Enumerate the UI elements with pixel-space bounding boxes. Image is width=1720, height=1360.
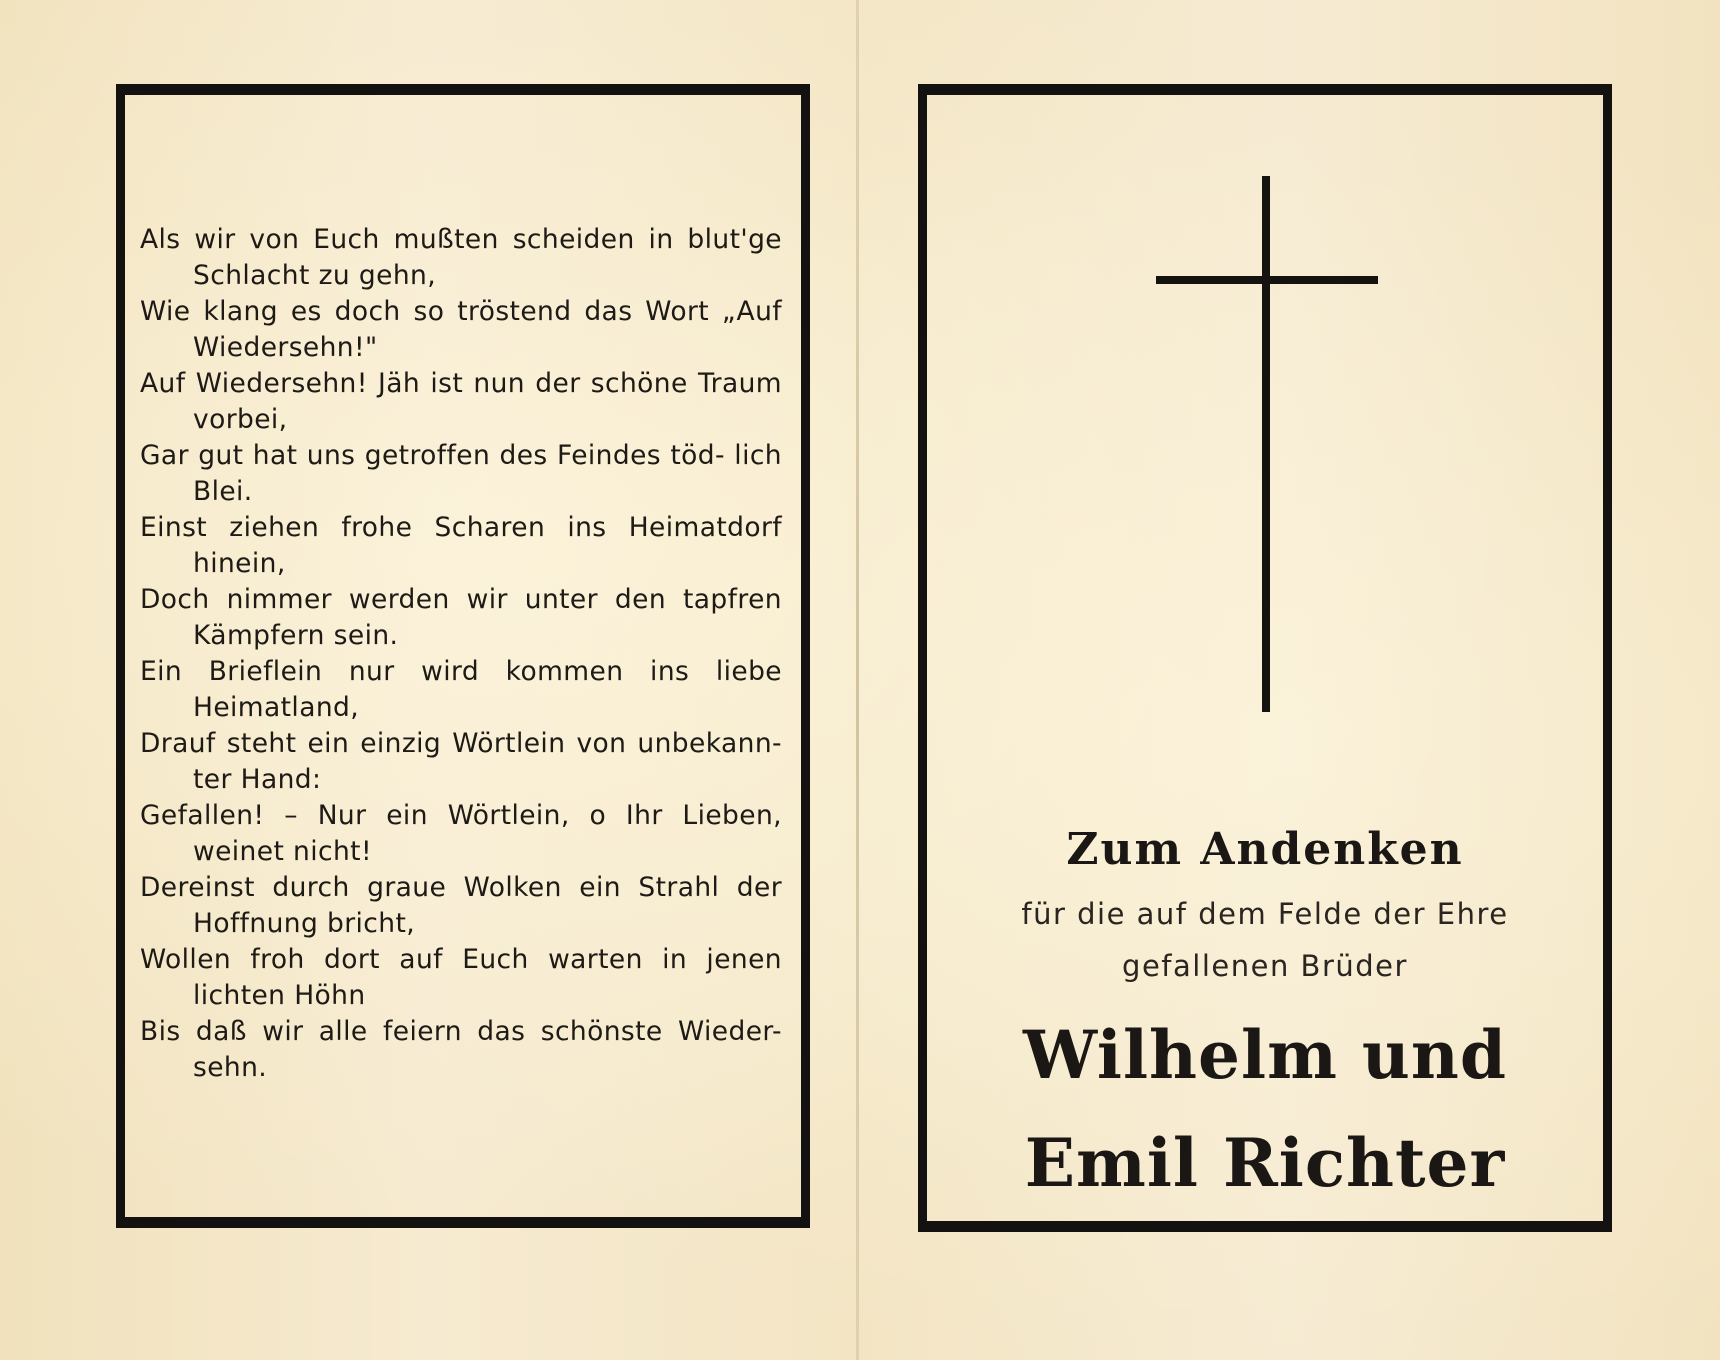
fold-crease xyxy=(856,0,859,1360)
cross-horizontal-bar xyxy=(1156,276,1378,284)
memorial-text xyxy=(930,822,1600,1208)
poem-line-12: Bis daß wir alle feiern das schönste Wieder- sehn. xyxy=(140,1016,782,1083)
poem-line-3: Auf Wiedersehn! Jäh ist nun der schöne Traum vorbei, xyxy=(140,368,782,435)
cross-vertical-bar xyxy=(1262,176,1270,712)
poem-line-10: Dereinst durch graue Wolken ein Strahl der Hoffnung bricht, xyxy=(140,872,782,939)
cross-icon xyxy=(1156,176,1378,712)
poem-line-4: Gar gut hat uns getroffen des Feindes töd- lich Blei. xyxy=(140,440,782,507)
poem-line-11: Wollen froh dort auf Euch warten in jenen lichten Höhn xyxy=(140,944,782,1011)
names-line-2: Emil Richter xyxy=(1024,1124,1506,1202)
poem-line-7: Ein Brieflein nur wird kommen ins liebe Heimatland, xyxy=(140,656,782,723)
memorial-subline-2: gefallenen Brüder xyxy=(1122,949,1408,983)
poem-line-2: Wie klang es doch so tröstend das Wort „Auf Wiedersehn!" xyxy=(140,296,782,363)
poem-line-5: Einst ziehen frohe Scharen ins Heimatdorf hinein, xyxy=(140,512,782,579)
memorial-subline-1: für die auf dem Felde der Ehre xyxy=(1021,897,1509,931)
poem xyxy=(140,222,782,1086)
names-line-1: Wilhelm und xyxy=(1022,1016,1508,1094)
poem-line-9: Gefallen! – Nur ein Wörtlein, o Ihr Lieben, weinet nicht! xyxy=(140,800,782,867)
poem-line-1: Als wir von Euch mußten scheiden in blut'ge Schlacht zu gehn, xyxy=(140,224,782,291)
poem-line-8: Drauf steht ein einzig Wörtlein von unbekann- ter Hand: xyxy=(140,728,782,795)
memorial-heading: Zum Andenken xyxy=(1066,824,1464,875)
poem-line-6: Doch nimmer werden wir unter den tapfren Kämpfern sein. xyxy=(140,584,782,651)
